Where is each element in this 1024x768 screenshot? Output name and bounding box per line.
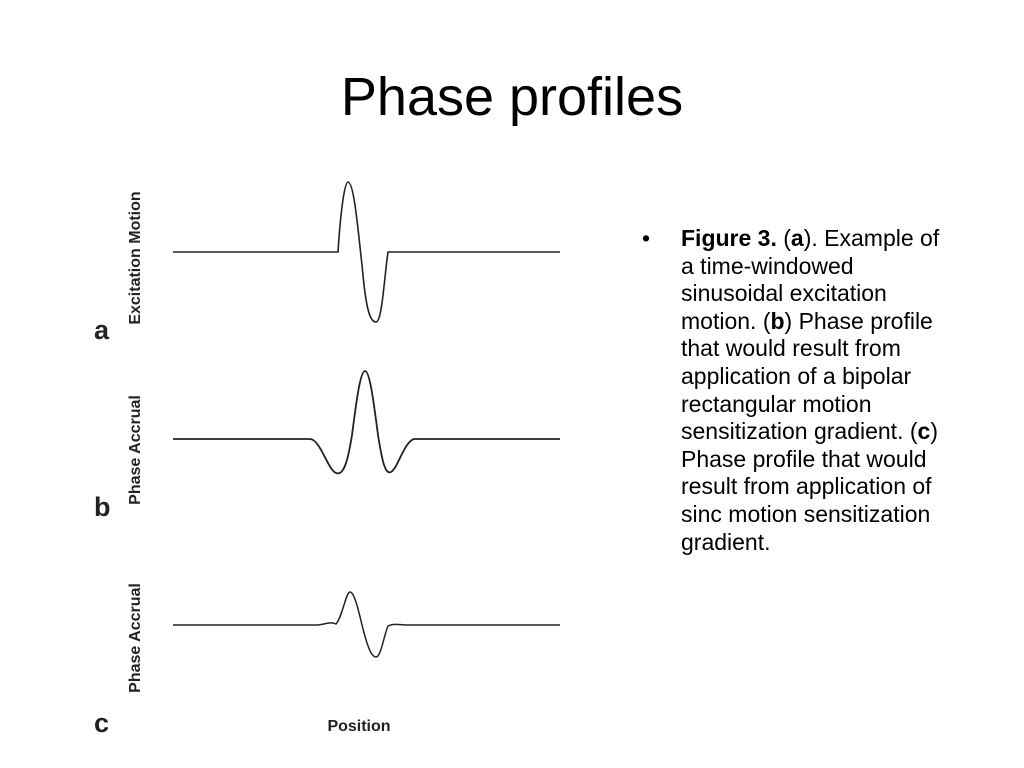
caption-ref-c: c <box>917 418 931 445</box>
panel-a-ylabel: Excitation Motion <box>127 191 144 325</box>
panel-b-ylabel: Phase Accrual <box>127 395 144 505</box>
bullet-point: • <box>642 225 651 251</box>
bipolar-phase-curve <box>173 371 560 473</box>
slide-title: Phase profiles <box>340 67 684 127</box>
caption-text <box>681 225 942 556</box>
caption-part-b: ) Phase profile that would result from application of a bipolar rectangular motion sensitization gradient. ( <box>681 307 933 445</box>
excitation-motion-curve <box>173 182 560 322</box>
panel-c-ylabel: Phase Accrual <box>127 583 144 693</box>
x-axis-label: Position <box>327 718 391 735</box>
figure-label: Figure 3. <box>681 225 777 251</box>
caption-ref-a: a <box>790 225 804 251</box>
phase-profiles-figure <box>88 170 578 750</box>
panel-c-letter: c <box>94 708 110 738</box>
figure-caption <box>642 225 942 556</box>
panel-b-letter: b <box>94 492 111 522</box>
caption-p1-open: ( <box>776 225 791 251</box>
caption-part-c: ) Phase profile that would result from application of sinc motion sensitization gradient. <box>681 418 938 555</box>
caption-ref-b: b <box>770 307 785 334</box>
panel-a-letter: a <box>94 315 110 345</box>
caption-part-a: ). Example of a time-windowed sinusoidal excitation motion. ( <box>681 225 940 334</box>
figure-svg <box>88 170 578 750</box>
sinc-phase-curve <box>173 592 560 657</box>
